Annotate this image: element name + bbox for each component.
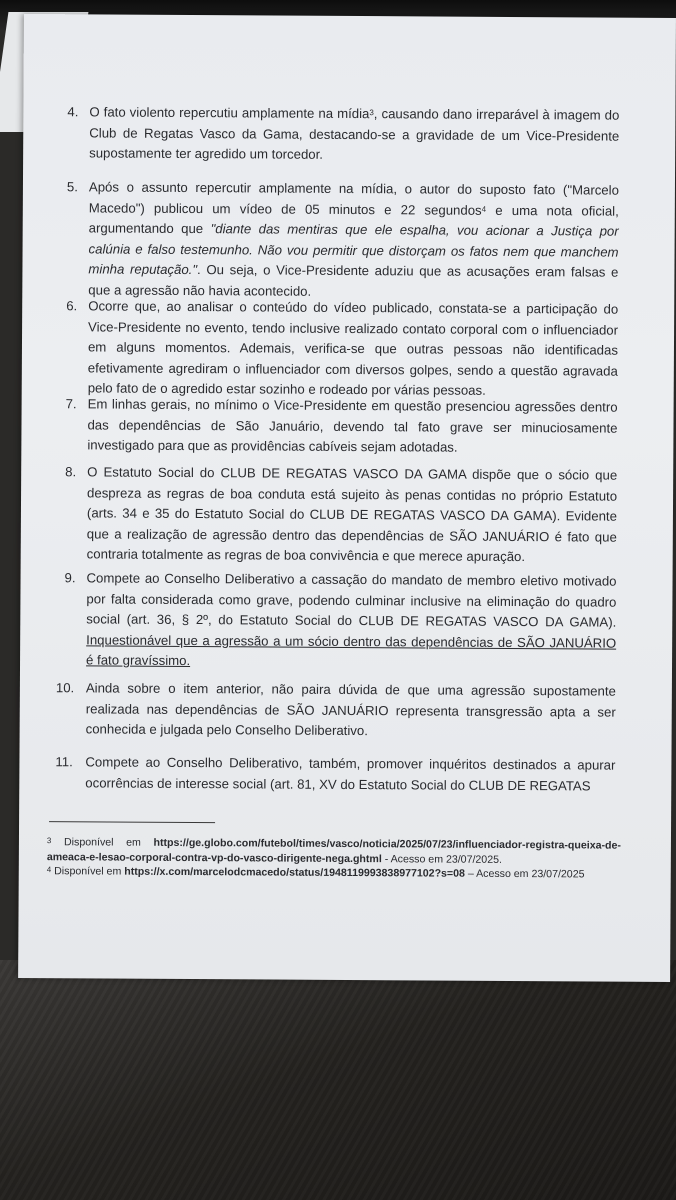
paragraph-item-7	[65, 394, 618, 459]
item-number: 6.	[66, 298, 78, 314]
item-text: Em linhas gerais, no mínimo o Vice-Presidente em questão presenciou agressões dentro das dependências de São Januário, devendo tal fato grave ser minuciosamente investigado para que as providências cabíveis sejam adotadas.	[87, 396, 618, 455]
item-number: 10.	[55, 680, 75, 696]
item-text: Compete ao Conselho Deliberativo a cassação do mandato de membro eletivo motivado por falta considerada como grave, podendo culminar inclusive na eliminação do quadro social (art. 36, § 2º, do Estatuto Social do CLUB DE REGATAS VASCO DA GAMA). Inquestionável que a agressão a um sócio dentro das dependências de SÃO JANUÁRIO é fato gravíssimo.	[86, 570, 617, 669]
table-surface	[0, 960, 676, 1200]
item-text: Após o assunto repercutir amplamente na mídia, o autor do suposto fato ("Marcelo Macedo") publicou um vídeo de 05 minutos e 22 segundos$^4$ e uma nota oficial, argumentando que "diante das mentiras que ele espalha, vou acionar a Justiça por calúnia e falso testemunho. Não vou permitir que distorçam os fatos nem que manchem minha reputação.". Ou seja, o Vice-Presidente aduziu que as acusações eram falsas e que a agressão não havia acontecido.	[88, 179, 619, 299]
underlined-statement: Inquestionável que a agressão a um sócio dentro das dependências de SÃO JANUÁRIO é fato gravíssimo.	[86, 632, 617, 669]
footnote-divider	[49, 821, 215, 823]
paragraph-item-10	[55, 678, 616, 743]
footnote-ref: 3	[369, 108, 374, 118]
footnote-3	[47, 835, 621, 868]
item-number: 7.	[65, 396, 77, 412]
item-text: Ocorre que, ao analisar o conteúdo do vídeo publicado, constata-se a participação do Vice-Presidente no evento, tendo inclusive realizado contato corporal com o influenciador em alguns momentos. Ademais, verifica-se que outras pessoas não identificadas efetivamente agrediram o influenciador com diversos golpes, sendo a questão agravada pelo fato de o agredido estar sozinho e rodeado por várias pessoas.	[87, 298, 619, 399]
paragraph-item-11	[55, 752, 616, 796]
document-page	[18, 14, 676, 982]
footnote-marker: 3	[46, 836, 52, 846]
footnote-label: Disponível em	[64, 836, 141, 849]
item-number: 5.	[66, 179, 78, 195]
item-number: 11.	[55, 754, 73, 770]
item-text: O fato violento repercutiu amplamente na mídia$^3$, causando dano irreparável à imagem do Club de Regatas Vasco da Gama, destacando-se a gravidade de um Vice-Presidente supostamente ter agredido um torcedor.	[89, 104, 620, 163]
footnote-access: - Acesso em 23/07/2025.	[384, 852, 502, 866]
footnote-ref: 4	[481, 204, 487, 214]
item-text: O Estatuto Social do CLUB DE REGATAS VASCO DA GAMA dispõe que o sócio que despreza as regras de boa conduta está sujeito às penas contidas no próprio Estatuto (arts. 34 e 35 do Estatuto Social do CLUB DE REGATAS VASCO DA GAMA). Evidente que a realização de agressão dentro das dependências de SÃO JANUÁRIO é fato que contraria totalmente as regras de boa convivência e que merece apuração.	[86, 464, 618, 565]
paragraph-item-6	[66, 296, 619, 402]
item-number: 8.	[65, 464, 77, 480]
footnote-link[interactable]: https://x.com/marcelodcmacedo/status/1948119993838977102?s=08	[124, 865, 465, 880]
paragraph-item-4	[67, 102, 620, 167]
item-number: 9.	[64, 570, 76, 586]
paragraph-item-9	[64, 568, 617, 674]
footnote-access: – Acesso em 23/07/2025	[467, 867, 585, 881]
quote: "diante das mentiras que ele espalha, vou acionar a Justiça por calúnia e falso testemunho. Não vou permitir que distorçam os fatos nem que manchem minha reputação."	[88, 221, 619, 278]
footnote-link[interactable]: https://ge.globo.com/futebol/times/vasco/noticia/2025/07/23/influenciador-registra-queixa-de-ameaca-e-lesao-corporal-contra-vp-do-vasco-dirigente-nega.ghtml	[46, 836, 621, 865]
item-number: 4.	[67, 104, 79, 120]
footnote-marker: 4	[46, 865, 52, 875]
paragraph-item-5	[66, 177, 619, 304]
paragraph-item-8	[65, 462, 618, 568]
footnote-label: Disponível em	[54, 865, 122, 878]
footnote-4	[47, 864, 621, 882]
item-text: Ainda sobre o item anterior, não paira dúvida de que uma agressão supostamente realizada nas dependências de SÃO JANUÁRIO representa transgressão apta a ser conhecida e julgada pelo Conselho Deliberativo.	[85, 680, 616, 739]
item-text: Compete ao Conselho Deliberativo, também, promover inquéritos destinados a apurar ocorrências de interesse social (art. 81, XV do Estatuto Social do CLUB DE REGATAS	[85, 754, 616, 794]
